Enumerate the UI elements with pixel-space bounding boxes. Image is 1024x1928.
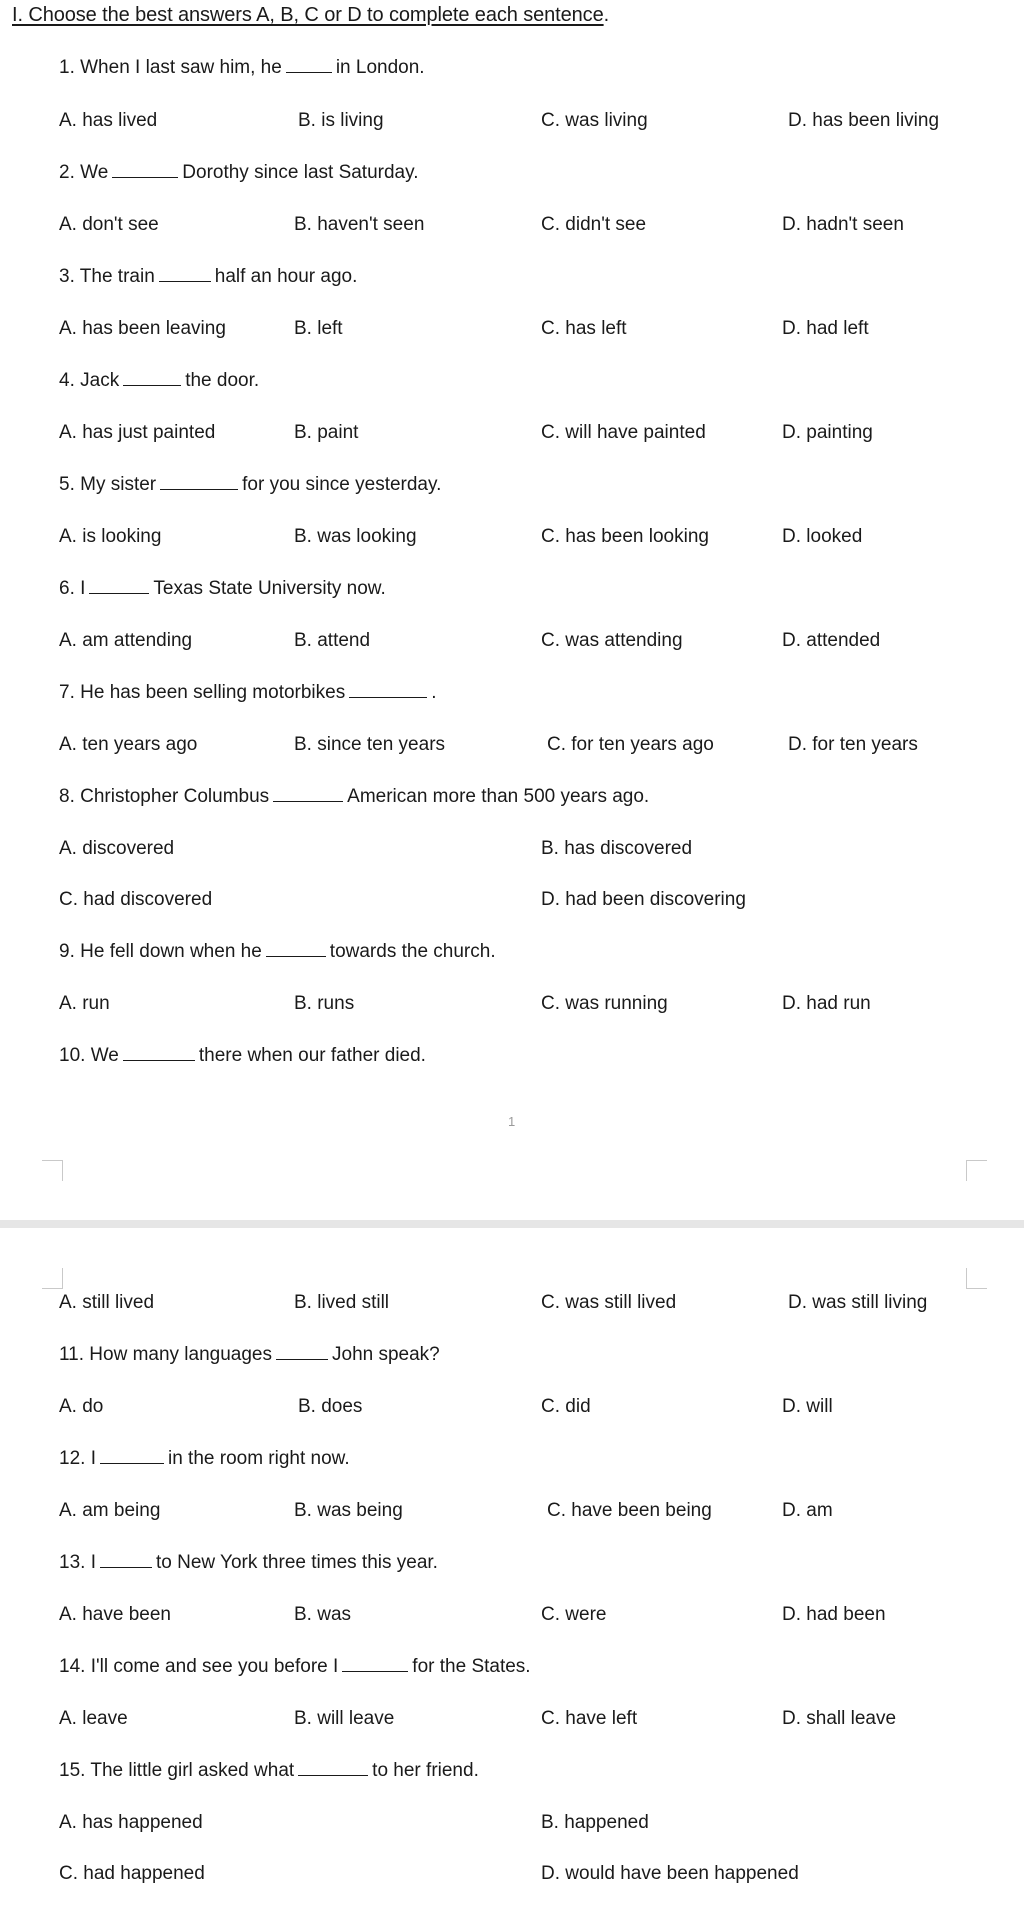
q14-option-a[interactable]: A. leave (59, 1708, 128, 1729)
q6-option-b[interactable]: B. attend (294, 630, 371, 651)
question-5-stem: 5. My sister (59, 474, 157, 495)
question-12 (59, 1447, 350, 1471)
question-11 (59, 1343, 440, 1367)
question-7 (59, 681, 437, 705)
question-7-end: . (431, 682, 437, 703)
q14-option-b[interactable]: B. will leave (294, 1708, 395, 1729)
page-number: 1 (508, 1114, 516, 1129)
q15-option-a[interactable]: A. has happened (59, 1812, 203, 1833)
q11-option-d[interactable]: D. will (782, 1396, 833, 1417)
question-13-stem: 13. I (59, 1552, 96, 1573)
q6-option-c[interactable]: C. was attending (541, 630, 683, 651)
q11-option-a[interactable]: A. do (59, 1396, 104, 1417)
answer-blank (273, 786, 343, 802)
q9-option-a[interactable]: A. run (59, 993, 110, 1014)
q10-option-a[interactable]: A. still lived (59, 1292, 155, 1313)
q4-option-d[interactable]: D. painting (782, 422, 873, 443)
question-11-end: John speak? (332, 1344, 440, 1365)
question-15-end: to her friend. (372, 1760, 479, 1781)
q1-option-c[interactable]: C. was living (541, 110, 648, 131)
answer-blank (276, 1344, 328, 1360)
q13-option-a[interactable]: A. have been (59, 1604, 171, 1625)
q7-option-c[interactable]: C. for ten years ago (547, 734, 714, 755)
question-15 (59, 1759, 479, 1783)
q11-option-b[interactable]: B. does (298, 1396, 363, 1417)
question-10-end: there when our father died. (198, 1045, 426, 1066)
q7-option-b[interactable]: B. since ten years (294, 734, 446, 755)
q5-option-d[interactable]: D. looked (782, 526, 863, 547)
q11-option-c[interactable]: C. did (541, 1396, 591, 1417)
question-14-stem: 14. I'll come and see you before I (59, 1656, 339, 1677)
q10-option-c[interactable]: C. was still lived (541, 1292, 677, 1313)
q7-option-d[interactable]: D. for ten years (788, 734, 918, 755)
q15-option-b[interactable]: B. happened (541, 1812, 649, 1833)
answer-blank (100, 1552, 152, 1568)
answer-blank (342, 1656, 408, 1672)
question-13 (59, 1551, 438, 1575)
question-8 (59, 785, 649, 809)
question-1-end: in London. (335, 57, 425, 78)
question-14-end: for the States. (412, 1656, 531, 1677)
question-10-stem: 10. We (59, 1045, 119, 1066)
question-7-stem: 7. He has been selling motorbikes (59, 682, 346, 703)
q15-option-d[interactable]: D. would have been happened (541, 1863, 799, 1884)
page-separator (0, 1220, 1024, 1228)
q2-option-b[interactable]: B. haven't seen (294, 214, 425, 235)
q15-option-c[interactable]: C. had happened (59, 1863, 205, 1884)
q10-option-b[interactable]: B. lived still (294, 1292, 390, 1313)
q8-option-a[interactable]: A. discovered (59, 838, 175, 859)
answer-blank (266, 941, 326, 957)
question-9-stem: 9. He fell down when he (59, 941, 262, 962)
crop-mark (966, 1160, 987, 1181)
q2-option-c[interactable]: C. didn't see (541, 214, 647, 235)
answer-blank (160, 474, 238, 490)
q5-option-a[interactable]: A. is looking (59, 526, 162, 547)
question-12-end: in the room right now. (167, 1448, 350, 1469)
answer-blank (100, 1448, 164, 1464)
crop-mark (42, 1268, 63, 1289)
q12-option-a[interactable]: A. am being (59, 1500, 161, 1521)
question-5 (59, 473, 441, 497)
question-6-stem: 6. I (59, 578, 86, 599)
q1-option-a[interactable]: A. has lived (59, 110, 158, 131)
q7-option-a[interactable]: A. ten years ago (59, 734, 198, 755)
question-3 (59, 265, 357, 289)
answer-blank (89, 578, 149, 594)
question-3-stem: 3. The train (59, 266, 155, 287)
q10-option-d[interactable]: D. was still living (788, 1292, 928, 1313)
q3-option-c[interactable]: C. has left (541, 318, 627, 339)
question-10 (59, 1044, 426, 1068)
question-4-stem: 4. Jack (59, 370, 120, 391)
q4-option-c[interactable]: C. will have painted (541, 422, 706, 443)
q1-option-d[interactable]: D. has been living (788, 110, 940, 131)
q5-option-c[interactable]: C. has been looking (541, 526, 709, 547)
question-1 (59, 56, 425, 80)
q9-option-b[interactable]: B. runs (294, 993, 355, 1014)
q3-option-a[interactable]: A. has been leaving (59, 318, 226, 339)
q3-option-d[interactable]: D. had left (782, 318, 869, 339)
question-4 (59, 369, 259, 393)
question-9-end: towards the church. (329, 941, 496, 962)
question-5-end: for you since yesterday. (242, 474, 442, 495)
q9-option-d[interactable]: D. had run (782, 993, 871, 1014)
question-2-stem: 2. We (59, 162, 109, 183)
q13-option-c[interactable]: C. were (541, 1604, 607, 1625)
answer-blank (123, 370, 181, 386)
question-11-stem: 11. How many languages (59, 1344, 272, 1365)
q6-option-a[interactable]: A. am attending (59, 630, 193, 651)
answer-blank (349, 682, 427, 698)
answer-blank (298, 1760, 368, 1776)
exercise-heading (12, 4, 609, 27)
question-14 (59, 1655, 531, 1679)
answer-blank (112, 162, 178, 178)
question-8-end: American more than 500 years ago. (347, 786, 650, 807)
question-9 (59, 940, 496, 964)
q5-option-b[interactable]: B. was looking (294, 526, 417, 547)
question-4-end: the door. (185, 370, 260, 391)
q1-option-b[interactable]: B. is living (298, 110, 384, 131)
q2-option-d[interactable]: D. hadn't seen (782, 214, 904, 235)
q2-option-a[interactable]: A. don't see (59, 214, 159, 235)
q12-option-b[interactable]: B. was being (294, 1500, 403, 1521)
question-6-end: Texas State University now. (153, 578, 386, 599)
q14-option-c[interactable]: C. have left (541, 1708, 638, 1729)
answer-blank (123, 1045, 195, 1061)
crop-mark (42, 1160, 63, 1181)
question-15-stem: 15. The little girl asked what (59, 1760, 295, 1781)
answer-blank (286, 57, 332, 73)
question-2-end: Dorothy since last Saturday. (182, 162, 419, 183)
q6-option-d[interactable]: D. attended (782, 630, 881, 651)
q8-option-d[interactable]: D. had been discovering (541, 889, 746, 910)
q12-option-c[interactable]: C. have been being (547, 1500, 712, 1521)
question-2 (59, 161, 418, 185)
question-3-end: half an hour ago. (214, 266, 358, 287)
question-6 (59, 577, 386, 601)
question-12-stem: 12. I (59, 1448, 96, 1469)
question-8-stem: 8. Christopher Columbus (59, 786, 270, 807)
q8-option-b[interactable]: B. has discovered (541, 838, 693, 859)
crop-mark (966, 1268, 987, 1289)
exercise-heading-period: . (603, 4, 610, 26)
q4-option-a[interactable]: A. has just painted (59, 422, 216, 443)
question-1-stem: 1. When I last saw him, he (59, 57, 282, 78)
q13-option-b[interactable]: B. was (294, 1604, 352, 1625)
q12-option-d[interactable]: D. am (782, 1500, 833, 1521)
q8-option-c[interactable]: C. had discovered (59, 889, 213, 910)
q4-option-b[interactable]: B. paint (294, 422, 359, 443)
q14-option-d[interactable]: D. shall leave (782, 1708, 897, 1729)
exercise-heading-text: I. Choose the best answers A, B, C or D to complete each sentence (12, 4, 604, 26)
answer-blank (159, 266, 211, 282)
q3-option-b[interactable]: B. left (294, 318, 343, 339)
q9-option-c[interactable]: C. was running (541, 993, 668, 1014)
q13-option-d[interactable]: D. had been (782, 1604, 886, 1625)
question-13-end: to New York three times this year. (155, 1552, 438, 1573)
